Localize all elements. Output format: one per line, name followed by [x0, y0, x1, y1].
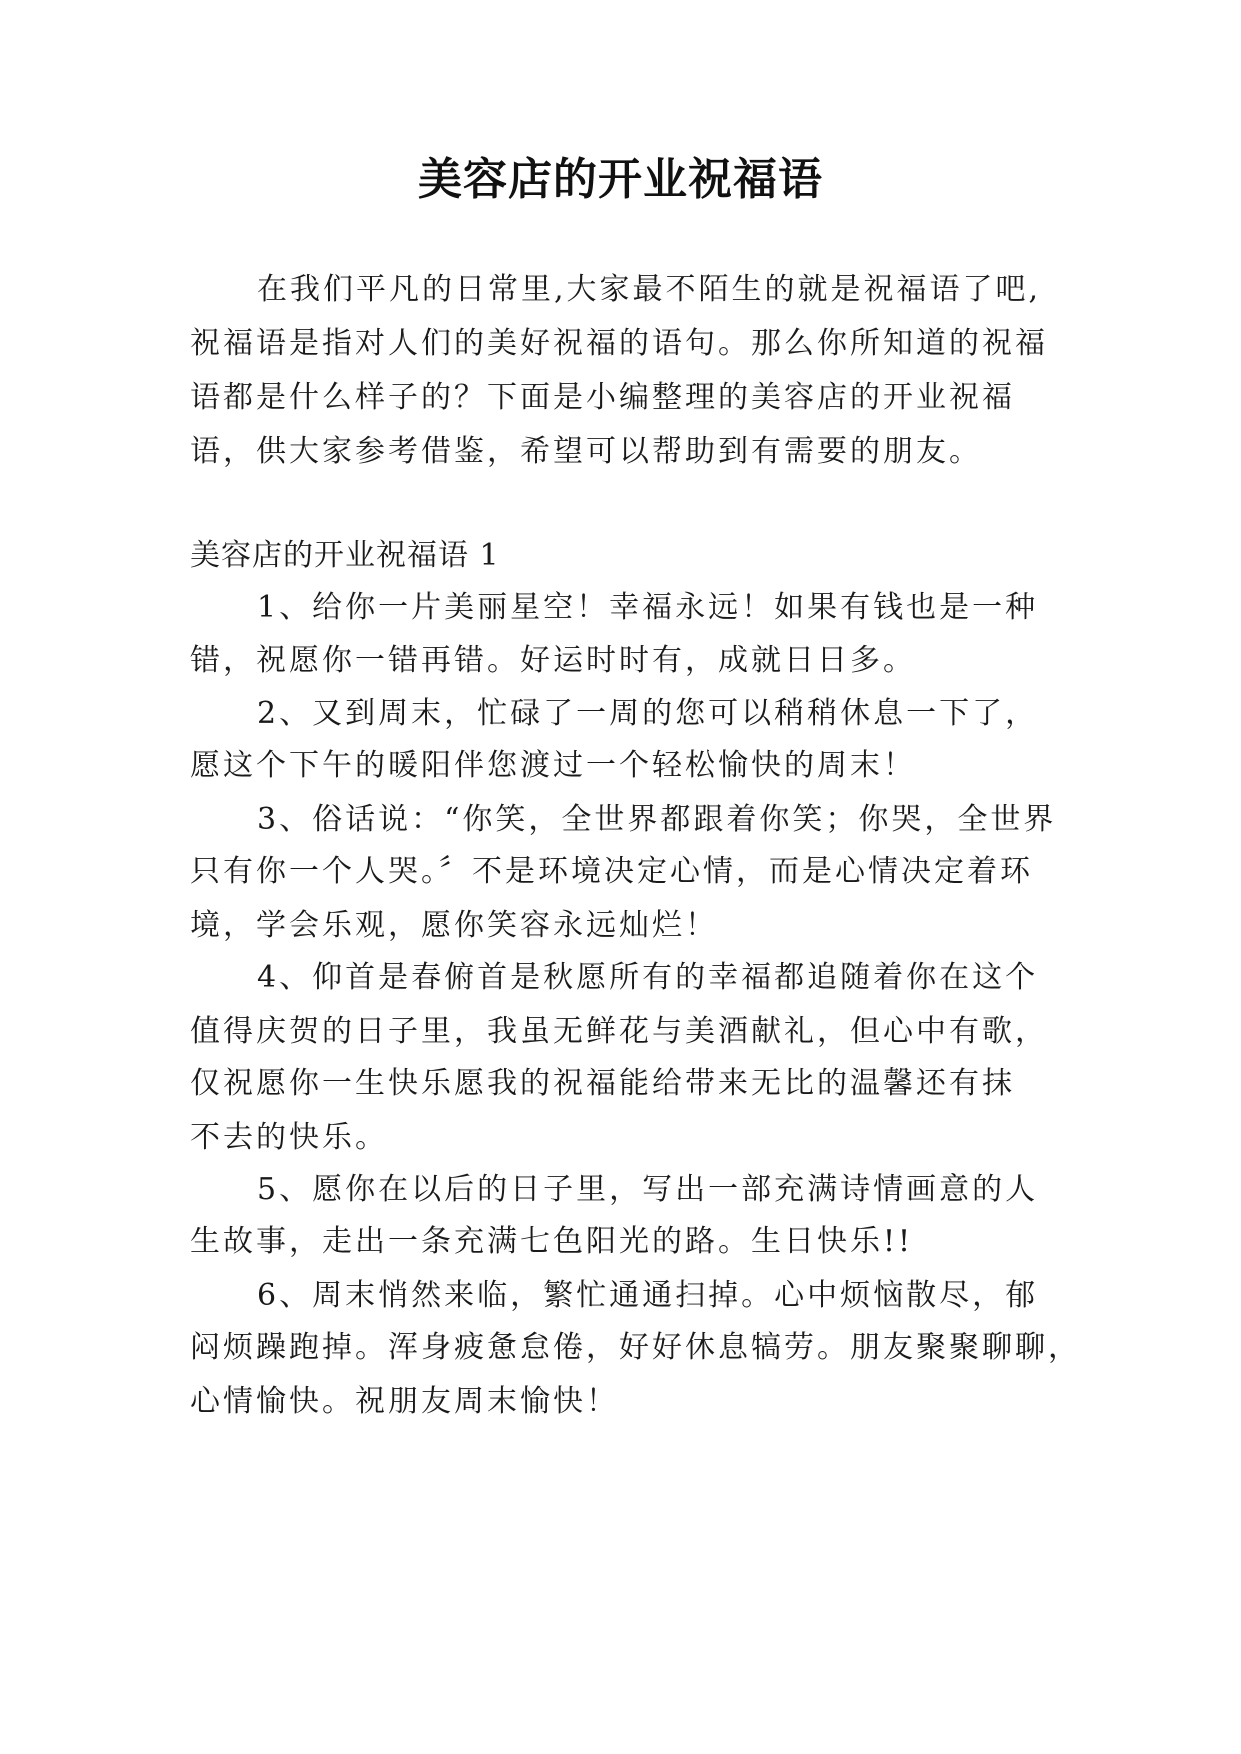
intro-line-4: 语，供大家参考借鉴，希望可以帮助到有需要的朋友。 — [190, 434, 982, 469]
item-6-line-3: 心情愉快。祝朋友周末愉快！ — [190, 1384, 619, 1419]
item-2-line-1: 2、又到周末，忙碌了一周的您可以稍稍休息一下了， — [257, 696, 1039, 731]
intro-line-3: 语都是什么样子的？下面是小编整理的美容店的开业祝福 — [190, 380, 1015, 415]
item-2-line-2: 愿这个下午的暖阳伴您渡过一个轻松愉快的周末！ — [190, 748, 916, 783]
item-4-line-3: 仅祝愿你一生快乐愿我的祝福能给带来无比的温馨还有抹 — [190, 1066, 1015, 1101]
item-3-line-2: 只有你一个人哭。〞不是环境决定心情，而是心情决定着环 — [190, 854, 1033, 889]
item-1-line-1: 1、给你一片美丽星空！幸福永远！如果有钱也是一种 — [257, 590, 1039, 625]
item-4-line-1: 4、仰首是春俯首是秋愿所有的幸福都追随着你在这个 — [257, 960, 1039, 995]
intro-line-2: 祝福语是指对人们的美好祝福的语句。那么你所知道的祝福 — [190, 326, 1048, 361]
item-4-line-2: 值得庆贺的日子里，我虽无鲜花与美酒献礼，但心中有歌， — [190, 1014, 1048, 1049]
item-5-line-2: 生故事，走出一条充满七色阳光的路。生日快乐!! — [190, 1224, 914, 1259]
section-title: 美容店的开业祝福语 1 — [190, 538, 500, 573]
document-title: 美容店的开业祝福语 — [418, 154, 823, 205]
item-6-line-1: 6、周末悄然来临，繁忙通通扫掉。心中烦恼散尽，郁 — [257, 1278, 1039, 1313]
item-6-line-2: 闷烦躁跑掉。浑身疲惫怠倦，好好休息犒劳。朋友聚聚聊聊， — [190, 1330, 1081, 1365]
item-3-line-1: 3、俗话说：“你笑，全世界都跟着你笑；你哭，全世界 — [257, 802, 1057, 837]
item-3-line-3: 境，学会乐观，愿你笑容永远灿烂！ — [190, 908, 718, 943]
item-1-line-2: 错，祝愿你一错再错。好运时时有，成就日日多。 — [190, 643, 916, 678]
item-4-line-4: 不去的快乐。 — [190, 1120, 388, 1155]
intro-line-1: 在我们平凡的日常里,大家最不陌生的就是祝福语了吧, — [257, 272, 1042, 307]
item-5-line-1: 5、愿你在以后的日子里，写出一部充满诗情画意的人 — [257, 1172, 1039, 1207]
